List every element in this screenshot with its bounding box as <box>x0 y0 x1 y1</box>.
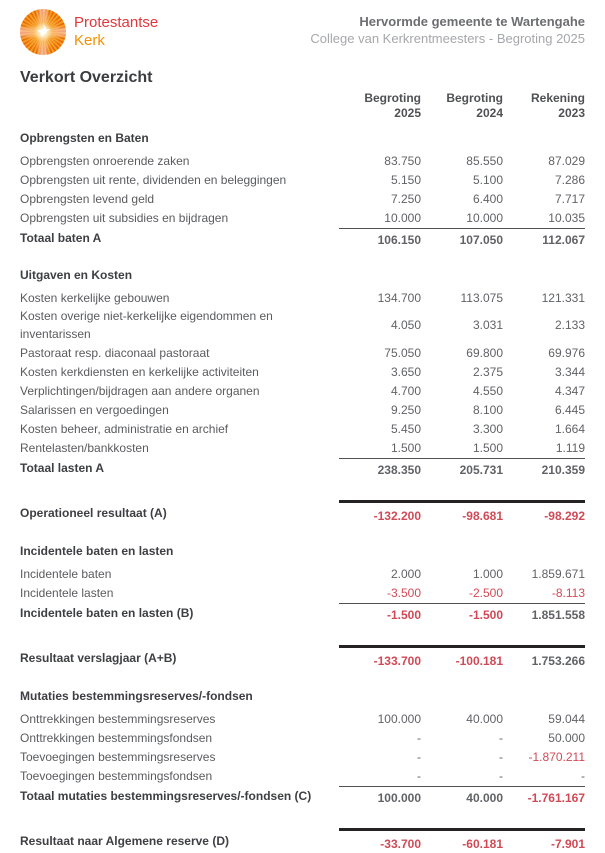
row-label: Toevoegingen bestemmingsreserves <box>20 749 216 764</box>
section-heading: Incidentele baten en lasten <box>20 544 174 558</box>
value-cell: - <box>417 730 421 745</box>
value-cell: 75.050 <box>384 345 421 360</box>
value-cell: 87.029 <box>548 153 585 168</box>
value-cell: 4.347 <box>554 383 585 398</box>
value-cell: -2.500 <box>468 585 503 600</box>
value-cell: 10.000 <box>384 210 421 225</box>
document-subtitle: College van Kerkrentmeesters - Begroting 2025 <box>310 31 585 46</box>
value-cell: -60.181 <box>421 828 503 853</box>
row-label: Incidentele lasten <box>20 585 114 600</box>
value-cell: 69.800 <box>466 345 503 360</box>
row-label: Resultaat naar Algemene reserve (D) <box>20 833 229 848</box>
table-row <box>20 381 585 400</box>
row-label: Onttrekkingen bestemmingsreserves <box>20 711 216 726</box>
value-cell: 7.286 <box>554 172 585 187</box>
value-cell: 1.119 <box>555 440 585 455</box>
value-cell: 7.717 <box>554 191 585 206</box>
value-cell: 3.300 <box>472 421 503 436</box>
table-row <box>20 785 585 807</box>
value-cell: 5.450 <box>390 421 421 436</box>
row-label: Totaal baten A <box>20 231 102 245</box>
column-header-rekening-2023 <box>503 91 585 121</box>
value-cell: 1.851.558 <box>503 603 585 624</box>
row-label: Rentelasten/bankkosten <box>20 440 149 455</box>
value-cell: 1.500 <box>472 440 503 455</box>
value-cell: 2.375 <box>472 364 503 379</box>
value-cell: -33.700 <box>339 828 421 853</box>
table-row <box>20 227 585 249</box>
table-row <box>20 438 585 457</box>
value-cell: 100.000 <box>377 711 421 726</box>
value-cell: -132.200 <box>339 500 421 525</box>
table-row <box>20 500 585 525</box>
table-row <box>20 709 585 728</box>
column-label: Begroting <box>364 91 421 105</box>
row-label: Opbrengsten onroerende zaken <box>20 153 190 168</box>
section-heading: Uitgaven en Kosten <box>20 268 133 282</box>
column-label: Rekening <box>530 91 585 105</box>
column-year: 2024 <box>476 106 503 120</box>
value-cell: 8.100 <box>472 402 503 417</box>
value-cell: 100.000 <box>339 786 421 807</box>
value-cell: -8.113 <box>551 585 585 600</box>
table-row <box>20 170 585 189</box>
table-row <box>20 400 585 419</box>
brand-wordmark <box>74 14 158 50</box>
financial-table <box>20 91 585 853</box>
row-label: Kosten kerkdiensten en kerkelijke activiteiten <box>20 364 259 379</box>
value-cell: - <box>417 749 421 764</box>
value-cell: 69.976 <box>548 345 585 360</box>
value-cell: -3.500 <box>386 585 421 600</box>
value-cell: 6.400 <box>472 191 503 206</box>
value-cell: -1.870.211 <box>528 749 585 764</box>
table-row <box>20 828 585 853</box>
row-label: Salarissen en vergoedingen <box>20 402 169 417</box>
row-label: Opbrengsten levend geld <box>20 191 155 206</box>
column-year: 2025 <box>394 106 421 120</box>
section-heading: Mutaties bestemmingsreserves/-fondsen <box>20 689 253 703</box>
row-label: Kosten kerkelijke gebouwen <box>20 290 170 305</box>
table-row <box>20 362 585 381</box>
value-cell: 210.359 <box>503 458 585 479</box>
value-cell: 6.445 <box>554 402 585 417</box>
page-header <box>20 9 585 55</box>
value-cell: 4.700 <box>390 383 421 398</box>
value-cell: -1.500 <box>421 603 503 624</box>
value-cell: 7.250 <box>390 191 421 206</box>
value-cell: 10.035 <box>548 210 585 225</box>
value-cell: - <box>581 768 585 783</box>
column-label: Begroting <box>446 91 503 105</box>
value-cell: - <box>499 730 503 745</box>
section-heading: Opbrengsten en Baten <box>20 131 149 145</box>
value-cell: -98.292 <box>503 500 585 525</box>
value-cell: 106.150 <box>339 228 421 249</box>
table-row <box>20 307 585 343</box>
brand-name-line2: Kerk <box>74 32 105 49</box>
brand-logo <box>20 9 158 55</box>
value-cell: -7.901 <box>503 828 585 853</box>
document-header-right <box>310 9 585 47</box>
value-cell: 1.664 <box>554 421 585 436</box>
row-label: Totaal mutaties bestemmingsreserves/-fondsen (C) <box>20 789 312 803</box>
value-cell: 4.050 <box>390 318 421 332</box>
value-cell: 50.000 <box>548 730 585 745</box>
row-label: Toevoegingen bestemmingsfondsen <box>20 768 213 783</box>
table-row <box>20 728 585 747</box>
table-row <box>20 457 585 479</box>
row-label: Incidentele baten <box>20 566 112 581</box>
value-cell: - <box>417 768 421 783</box>
row-label: Kosten overige niet-kerkelijke eigendommen en inventarissen <box>20 309 273 341</box>
value-cell: 2.133 <box>554 318 585 332</box>
value-cell: 5.150 <box>390 172 421 187</box>
table-row <box>20 189 585 208</box>
value-cell: 10.000 <box>466 210 503 225</box>
value-cell: 3.650 <box>390 364 421 379</box>
value-cell: 9.250 <box>390 402 421 417</box>
column-header-begroting-2025 <box>339 91 421 121</box>
value-cell: -1.500 <box>339 603 421 624</box>
value-cell: 5.100 <box>472 172 503 187</box>
table-row <box>20 747 585 766</box>
row-label: Opbrengsten uit subsidies en bijdragen <box>20 210 229 225</box>
row-label: Pastoraat resp. diaconaal pastoraat <box>20 345 210 360</box>
column-year: 2023 <box>558 106 585 120</box>
value-cell: 85.550 <box>466 153 503 168</box>
value-cell: - <box>499 749 503 764</box>
value-cell: 1.753.266 <box>503 645 585 670</box>
row-label: Onttrekkingen bestemmingsfondsen <box>20 730 213 745</box>
row-label: Resultaat verslagjaar (A+B) <box>20 650 177 665</box>
value-cell: 134.700 <box>377 290 421 305</box>
value-cell: 107.050 <box>421 228 503 249</box>
table-row <box>20 583 585 602</box>
value-cell: -100.181 <box>421 645 503 670</box>
value-cell: -133.700 <box>339 645 421 670</box>
value-cell: 1.859.671 <box>531 566 585 581</box>
table-row <box>20 288 585 307</box>
row-label: Operationeel resultaat (A) <box>20 505 167 520</box>
page-title: Verkort Overzicht <box>20 69 153 86</box>
column-header-row <box>20 91 585 121</box>
value-cell: 59.044 <box>548 711 585 726</box>
brand-name-line1: Protestantse <box>74 14 159 31</box>
row-label: Opbrengsten uit rente, dividenden en beleggingen <box>20 172 287 187</box>
value-cell: 1.500 <box>390 440 421 455</box>
value-cell: 113.075 <box>460 290 503 305</box>
dove-icon <box>33 22 53 42</box>
value-cell: 40.000 <box>466 711 503 726</box>
value-cell: 3.031 <box>472 318 503 332</box>
table-row <box>20 208 585 227</box>
value-cell: -98.681 <box>421 500 503 525</box>
value-cell: 121.331 <box>541 290 585 305</box>
table-row <box>20 602 585 624</box>
table-row <box>20 564 585 583</box>
table-row <box>20 645 585 670</box>
value-cell: 2.000 <box>390 566 421 581</box>
value-cell: 83.750 <box>384 153 421 168</box>
table-row <box>20 151 585 170</box>
protestantse-kerk-sunburst-logo <box>20 9 66 55</box>
value-cell: 205.731 <box>421 458 503 479</box>
value-cell: 1.000 <box>472 566 503 581</box>
value-cell: 40.000 <box>421 786 503 807</box>
table-row <box>20 419 585 438</box>
value-cell: 3.344 <box>554 364 585 379</box>
value-cell: 4.550 <box>472 383 503 398</box>
row-label: Kosten beheer, administratie en archief <box>20 421 229 436</box>
value-cell: - <box>499 768 503 783</box>
row-label: Totaal lasten A <box>20 461 105 475</box>
value-cell: 238.350 <box>339 458 421 479</box>
value-cell: 112.067 <box>503 228 585 249</box>
table-row <box>20 766 585 785</box>
table-row <box>20 343 585 362</box>
table-body <box>20 131 585 853</box>
row-label: Verplichtingen/bijdragen aan andere organen <box>20 383 260 398</box>
column-header-begroting-2024 <box>421 91 503 121</box>
value-cell: -1.761.167 <box>503 786 585 807</box>
organization-name: Hervormde gemeente te Wartengahe <box>359 14 585 29</box>
row-label: Incidentele baten en lasten (B) <box>20 606 194 620</box>
